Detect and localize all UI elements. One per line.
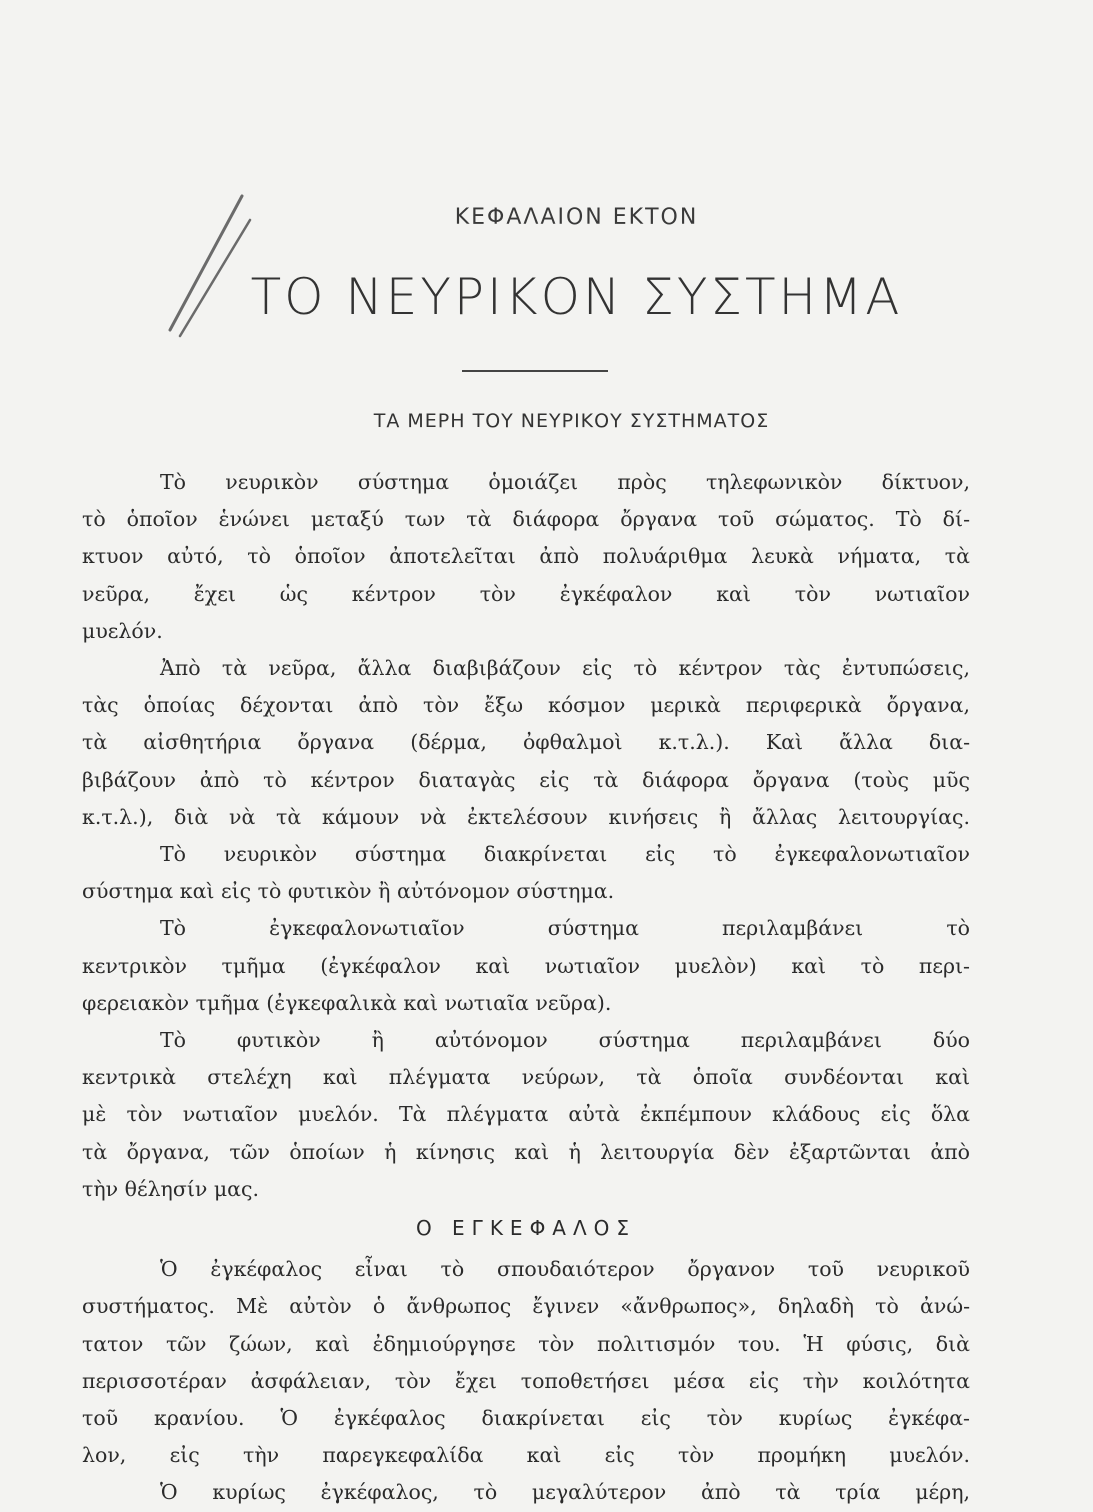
text-line: τὰς ὁποίας δέχονται ἀπὸ τὸν ἔξω κόσμον μερικὰ περιφερικὰ ὄργανα, — [82, 693, 970, 718]
text-line: συστήματος. Μὲ αὐτὸν ὁ ἄνθρωπος ἔγινεν «ἄνθρωπος», δηλαδὴ τὸ ἀνώ- — [82, 1294, 970, 1319]
chapter-label: ΚΕΦΑΛΑΙΟΝ ΕΚΤΟΝ — [454, 205, 699, 230]
text-line: τὰ ὄργανα, τῶν ὁποίων ἡ κίνησις καὶ ἡ λειτουργία δὲν ἐξαρτῶνται ἀπὸ — [82, 1139, 970, 1164]
section-heading: ΤΑ ΜΕΡΗ ΤΟΥ ΝΕΥΡΙΚΟΥ ΣΥΣΤΗΜΑΤΟΣ — [373, 410, 770, 432]
chapter-title: ΤΟ ΝΕΥΡΙΚΟΝ ΣΥΣΤΗΜΑ — [250, 268, 903, 326]
text-line: λον, εἰς τὴν παρεγκεφαλίδα καὶ εἰς τὸν προμήκη μυελόν. — [82, 1443, 970, 1468]
text-line: Ὁ κυρίως ἐγκέφαλος, τὸ μεγαλύτερον ἀπὸ τὰ τρία μέρη, — [160, 1480, 970, 1505]
text-line: Ὁ ἐγκέφαλος εἶναι τὸ σπουδαιότερον ὄργανον τοῦ νευρικοῦ — [160, 1257, 970, 1282]
text-line: κεντρικὸν τμῆμα (ἐγκέφαλον καὶ νωτιαῖον μυελὸν) καὶ τὸ περι- — [82, 953, 970, 978]
text-line: νεῦρα, ἔχει ὡς κέντρον τὸν ἐγκέφαλον καὶ τὸν νωτιαῖον — [82, 581, 970, 606]
text-line: Τὸ ἐγκεφαλονωτιαῖον σύστημα περιλαμβάνει τὸ — [160, 916, 970, 941]
text-line: τατον τῶν ζώων, καὶ ἐδημιούργησε τὸν πολιτισμόν του. Ἡ φύσις, διὰ — [82, 1331, 970, 1356]
text-line: τὸ ὁποῖον ἑνώνει μεταξύ των τὰ διάφορα ὄργανα τοῦ σώματος. Τὸ δί- — [82, 507, 970, 532]
title-divider — [462, 370, 608, 372]
text-line: Τὸ νευρικὸν σύστημα διακρίνεται εἰς τὸ ἐγκεφαλονωτιαῖον — [160, 842, 970, 867]
text-line: τὴν θέλησίν μας. — [82, 1176, 260, 1201]
text-line: βιβάζουν ἀπὸ τὸ κέντρον διαταγὰς εἰς τὰ διάφορα ὄργανα (τοὺς μῦς — [82, 767, 970, 792]
text-line: περισσοτέραν ἀσφάλειαν, τὸν ἔχει τοποθετήσει μέσα εἰς τὴν κοιλότητα — [82, 1368, 970, 1393]
text-line: κτυον αὐτό, τὸ ὁποῖον ἀποτελεῖται ἀπὸ πολυάριθμα λευκὰ νήματα, τὰ — [82, 544, 970, 569]
text-line: Ἀπὸ τὰ νεῦρα, ἄλλα διαβιβάζουν εἰς τὸ κέντρον τὰς ἐντυπώσεις, — [160, 656, 970, 681]
text-line: φερειακὸν τμῆμα (ἐγκεφαλικὰ καὶ νωτιαῖα νεῦρα). — [82, 990, 612, 1015]
text-line: σύστημα καὶ εἰς τὸ φυτικὸν ἢ αὐτόνομον σύστημα. — [82, 879, 615, 904]
text-line: τὰ αἰσθητήρια ὄργανα (δέρμα, ὀφθαλμοὶ κ.τ.λ.). Καὶ ἄλλα δια- — [82, 730, 970, 755]
text-line: τοῦ κρανίου. Ὁ ἐγκέφαλος διακρίνεται εἰς τὸν κυρίως ἐγκέφα- — [82, 1406, 970, 1431]
text-line: κ.τ.λ.), διὰ νὰ τὰ κάμουν νὰ ἐκτελέσουν κινήσεις ἢ ἄλλας λειτουργίας. — [82, 804, 970, 829]
text-line: μὲ τὸν νωτιαῖον μυελόν. Τὰ πλέγματα αὐτὰ ἐκπέμπουν κλάδους εἰς ὅλα — [82, 1102, 970, 1127]
text-line: μυελόν. — [82, 618, 163, 643]
subsection-heading: Ο ΕΓΚΕΦΑΛΟΣ — [415, 1216, 637, 1241]
text-line: κεντρικὰ στελέχη καὶ πλέγματα νεύρων, τὰ ὁποῖα συνδέονται καὶ — [82, 1065, 970, 1090]
text-line: Τὸ φυτικὸν ἢ αὐτόνομον σύστημα περιλαμβάνει δύο — [160, 1028, 970, 1053]
body-text — [82, 464, 970, 1512]
text-line: Τὸ νευρικὸν σύστημα ὁμοιάζει πρὸς τηλεφωνικὸν δίκτυον, — [160, 470, 970, 494]
